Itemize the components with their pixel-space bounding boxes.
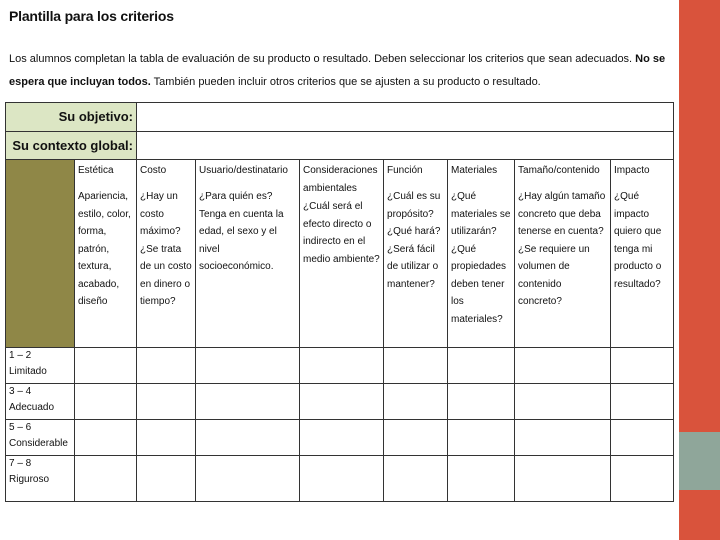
level-label: Adecuado bbox=[9, 402, 55, 413]
criterion-funcion bbox=[384, 160, 448, 348]
criterion-name: Consideraciones ambientales bbox=[303, 165, 378, 194]
criterion-name: Tamaño/contenido bbox=[518, 165, 600, 176]
level-range: 5 – 6 bbox=[9, 422, 32, 433]
level-label: Limitado bbox=[9, 366, 47, 377]
criteria-table bbox=[5, 102, 674, 502]
level-range: 7 – 8 bbox=[9, 458, 32, 469]
intro-paragraph bbox=[9, 48, 669, 94]
score-cell[interactable] bbox=[137, 456, 196, 502]
level-label: Considerable bbox=[9, 438, 68, 449]
score-cell[interactable] bbox=[137, 348, 196, 384]
table-row bbox=[6, 456, 674, 502]
score-cell[interactable] bbox=[137, 420, 196, 456]
score-cell[interactable] bbox=[611, 348, 674, 384]
intro-text-2: También pueden incluir otros criterios que se ajusten a su producto o resultado. bbox=[150, 76, 541, 88]
score-cell[interactable] bbox=[384, 420, 448, 456]
level-cell bbox=[6, 456, 75, 502]
score-cell[interactable] bbox=[196, 384, 300, 420]
table-row bbox=[6, 420, 674, 456]
score-cell[interactable] bbox=[384, 456, 448, 502]
score-cell[interactable] bbox=[75, 456, 137, 502]
criterion-name: Costo bbox=[140, 165, 167, 176]
context-label: Su contexto global: bbox=[6, 132, 137, 160]
score-cell[interactable] bbox=[75, 420, 137, 456]
score-cell[interactable] bbox=[515, 456, 611, 502]
score-cell[interactable] bbox=[196, 348, 300, 384]
score-cell[interactable] bbox=[515, 420, 611, 456]
criterion-impacto bbox=[611, 160, 674, 348]
score-cell[interactable] bbox=[300, 348, 384, 384]
table-row bbox=[6, 384, 674, 420]
criterion-desc: ¿Hay algún tamaño concreto que deba tenerse en cuenta? ¿Se requiere un volumen de contenido concreto? bbox=[518, 191, 606, 307]
criterion-costo bbox=[137, 160, 196, 348]
side-accent-block bbox=[679, 432, 720, 490]
level-cell bbox=[6, 420, 75, 456]
table-row bbox=[6, 348, 674, 384]
score-cell[interactable] bbox=[137, 384, 196, 420]
criterion-estetica bbox=[75, 160, 137, 348]
score-cell[interactable] bbox=[75, 348, 137, 384]
score-cell[interactable] bbox=[611, 420, 674, 456]
score-cell[interactable] bbox=[384, 384, 448, 420]
level-label: Riguroso bbox=[9, 474, 50, 485]
score-cell[interactable] bbox=[300, 420, 384, 456]
objective-input-cell[interactable] bbox=[137, 103, 674, 132]
level-range: 1 – 2 bbox=[9, 350, 32, 361]
score-cell[interactable] bbox=[448, 348, 515, 384]
level-cell bbox=[6, 348, 75, 384]
score-cell[interactable] bbox=[448, 420, 515, 456]
criterion-name: Función bbox=[387, 165, 423, 176]
criterion-name: Estética bbox=[78, 165, 114, 176]
objective-label: Su objetivo: bbox=[6, 103, 137, 132]
criterion-ambientales bbox=[300, 160, 384, 348]
score-cell[interactable] bbox=[515, 348, 611, 384]
intro-bold-text: No se espera que incluyan todos. bbox=[9, 53, 666, 88]
intro-text-1: Los alumnos completan la tabla de evaluación de su producto o resultado. Deben seleccionar los criterios que sean adecuados. bbox=[9, 53, 636, 65]
level-cell bbox=[6, 384, 75, 420]
context-input-cell[interactable] bbox=[137, 132, 674, 160]
criterion-name: Usuario/destinatario bbox=[199, 165, 288, 176]
score-cell[interactable] bbox=[448, 456, 515, 502]
criterion-desc: ¿Qué materiales se utilizarán? ¿Qué propiedades deben tener los materiales? bbox=[451, 191, 511, 325]
criterion-desc: ¿Para quién es? Tenga en cuenta la edad, el sexo y el nivel socioeconómico. bbox=[199, 191, 284, 272]
criterion-name: Impacto bbox=[614, 165, 650, 176]
criterion-desc: ¿Cuál es su propósito? ¿Qué hará? ¿Será fácil de utilizar o mantener? bbox=[387, 191, 441, 290]
level-range: 3 – 4 bbox=[9, 386, 32, 397]
criterion-desc: ¿Qué impacto quiero que tenga mi producto o resultado? bbox=[614, 191, 662, 290]
criterion-desc: ¿Cuál será el efecto directo o indirecto en el medio ambiente? bbox=[303, 201, 380, 265]
corner-cell bbox=[6, 160, 75, 348]
criterion-desc: Apariencia, estilo, color, forma, patrón, textura, acabado, diseño bbox=[78, 191, 131, 307]
page-title: Plantilla para los criterios bbox=[9, 8, 174, 24]
criterion-desc: ¿Hay un costo máximo? ¿Se trata de un costo en dinero o tiempo? bbox=[140, 191, 192, 307]
score-cell[interactable] bbox=[448, 384, 515, 420]
score-cell[interactable] bbox=[300, 384, 384, 420]
score-cell[interactable] bbox=[300, 456, 384, 502]
criterion-tamano bbox=[515, 160, 611, 348]
score-cell[interactable] bbox=[611, 384, 674, 420]
score-cell[interactable] bbox=[515, 384, 611, 420]
criterion-materiales bbox=[448, 160, 515, 348]
score-cell[interactable] bbox=[384, 348, 448, 384]
score-cell[interactable] bbox=[196, 456, 300, 502]
score-cell[interactable] bbox=[196, 420, 300, 456]
score-cell[interactable] bbox=[611, 456, 674, 502]
criterion-usuario bbox=[196, 160, 300, 348]
criterion-name: Materiales bbox=[451, 165, 498, 176]
score-cell[interactable] bbox=[75, 384, 137, 420]
